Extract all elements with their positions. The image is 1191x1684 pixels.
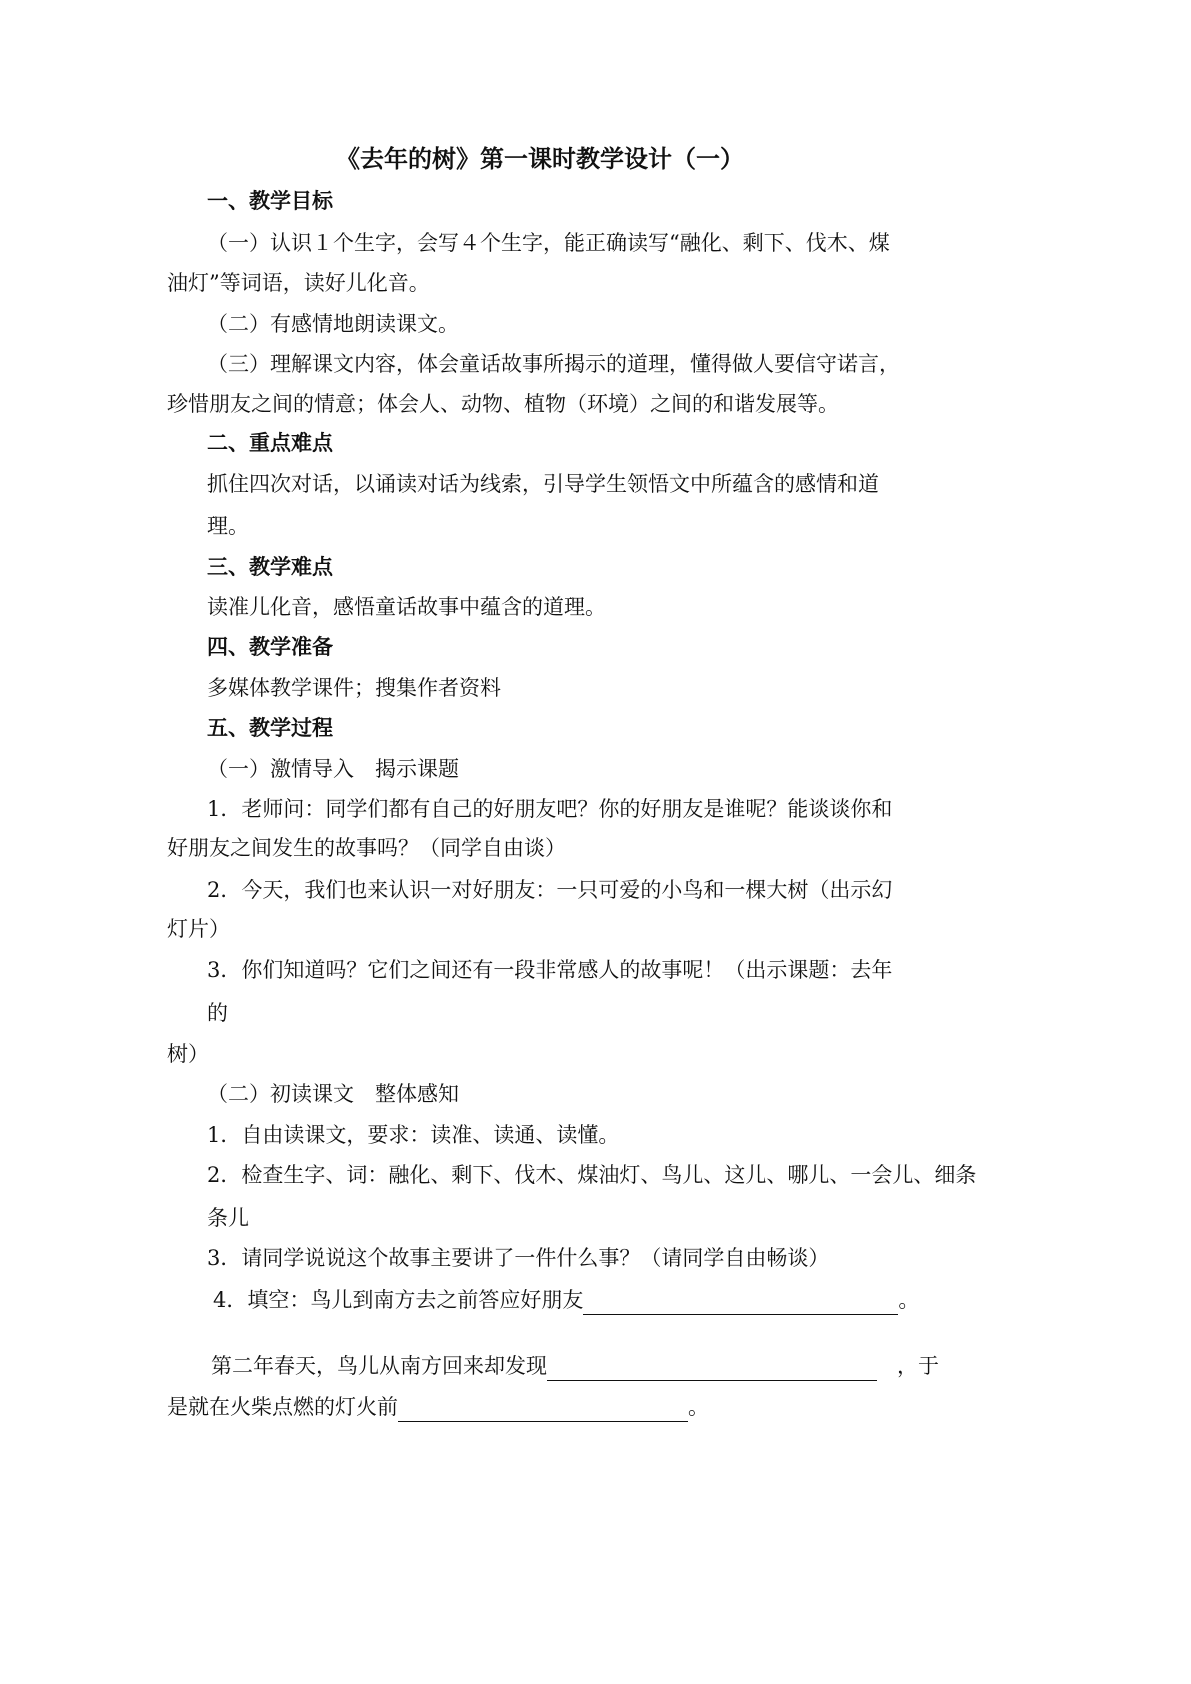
process-b2-line-2: 条儿: [207, 1206, 249, 1230]
b4-blank-line[interactable]: [583, 1292, 898, 1315]
process-sub-1: （一）激情导入 揭示课题: [207, 757, 459, 781]
process-b3: 3．请同学说说这个故事主要讲了一件什么事？（请同学自由畅谈）: [207, 1246, 830, 1270]
goal-1-line-1: （一）认识１个生字，会写４个生字，能正确读写“融化、剩下、伐木、煤: [207, 231, 890, 255]
goal-3-line-1: （三）理解课文内容，体会童话故事所揭示的道理，懂得做人要信守诺言，: [207, 352, 900, 376]
b4-prefix: 4．填空：鸟儿到南方去之前答应好朋友: [213, 1288, 584, 1312]
goal-2: （二）有感情地朗读课文。: [207, 312, 459, 336]
process-sub-2: （二）初读课文 整体感知: [207, 1082, 459, 1106]
process-a2-line-1: 2．今天，我们也来认识一对好朋友：一只可爱的小鸟和一棵大树（出示幻: [207, 878, 893, 902]
b5-suffix: ，于: [897, 1354, 939, 1378]
b6-suffix: 。: [688, 1395, 709, 1419]
b5-blank-line[interactable]: [547, 1358, 877, 1381]
heading-key-points: 二、重点难点: [207, 430, 333, 455]
b6-blank-line[interactable]: [398, 1399, 688, 1422]
b6-prefix: 是就在火柴点燃的灯火前: [167, 1395, 398, 1419]
page-title: 《去年的树》第一课时教学设计（一）: [336, 144, 744, 173]
b5-prefix: 第二年春天，鸟儿从南方回来却发现: [211, 1354, 547, 1378]
process-b2-line-1: 2．检查生字、词：融化、剩下、伐木、煤油灯、鸟儿、这儿、哪儿、一会儿、细条: [207, 1163, 977, 1187]
process-a3-line-1: 3．你们知道吗？它们之间还有一段非常感人的故事呢！（出示课题：去年: [207, 958, 893, 982]
process-a2-line-2: 灯片）: [167, 917, 230, 941]
process-b1: 1．自由读课文，要求：读准、读通、读懂。: [207, 1123, 620, 1147]
process-a3-line-2: 的: [207, 1001, 228, 1025]
b4-suffix: 。: [898, 1288, 920, 1312]
process-b5-fill-blank: [211, 1351, 939, 1381]
key-points-line-1: 抓住四次对话，以诵读对话为线索，引导学生领悟文中所蕴含的感情和道: [207, 472, 879, 496]
process-a3-line-3: 树）: [167, 1042, 209, 1066]
goal-1-line-2: 油灯”等词语，读好儿化音。: [167, 271, 430, 295]
heading-process: 五、教学过程: [207, 715, 333, 740]
heading-difficulties: 三、教学难点: [207, 554, 333, 579]
heading-preparation: 四、教学准备: [207, 634, 333, 659]
preparation-line-1: 多媒体教学课件；搜集作者资料: [207, 676, 501, 700]
process-a1-line-1: 1．老师问：同学们都有自己的好朋友吧？你的好朋友是谁呢？能谈谈你和: [207, 797, 893, 821]
key-points-line-2: 理。: [207, 514, 249, 538]
process-a1-line-2: 好朋友之间发生的故事吗？（同学自由谈）: [167, 836, 566, 860]
difficulties-line-1: 读准儿化音，感悟童话故事中蕴含的道理。: [207, 595, 606, 619]
heading-teaching-goals: 一、教学目标: [207, 188, 333, 213]
goal-3-line-2: 珍惜朋友之间的情意；体会人、动物、植物（环境）之间的和谐发展等。: [167, 392, 839, 416]
process-b4-fill-blank: [213, 1285, 919, 1315]
process-b6-fill-blank: [167, 1392, 709, 1422]
